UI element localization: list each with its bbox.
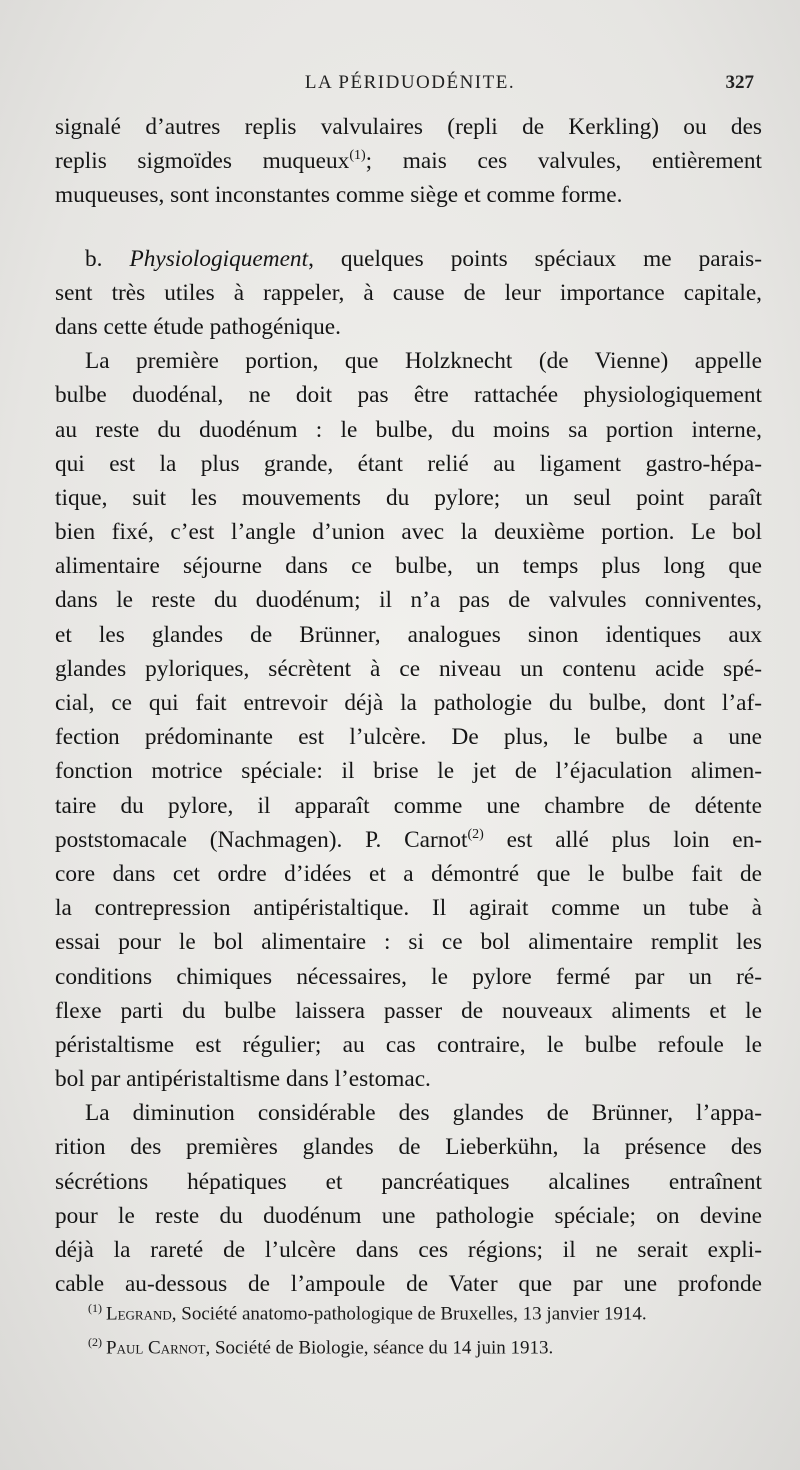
section-label: b.	[85, 245, 103, 272]
text-line	[55, 823, 762, 857]
text-line: déjà la rareté de l’ulcère dans ces régions; il ne serait expli-	[55, 1237, 762, 1263]
text-line: cable au-dessous de l’ampoule de Vater que par une profonde	[55, 1271, 762, 1298]
footnote-1	[88, 1294, 763, 1328]
text-line	[55, 144, 762, 178]
paragraph-2	[55, 242, 762, 345]
text-line: flexe parti du bulbe laissera passer de nouveaux aliments et le	[55, 997, 762, 1024]
text-line: dans cette étude pathogénique.	[55, 313, 341, 340]
footnote-ref: (2)	[467, 826, 484, 842]
text-line: glandes pyloriques, sécrètent à ce niveau un contenu acide spé-	[55, 655, 762, 682]
text-line	[55, 242, 762, 276]
text-line: La première portion, que Holzknecht (de Vienne) appelle	[85, 348, 762, 375]
text-line: taire du pylore, il apparaît comme une chambre de détente	[55, 792, 762, 819]
footnote-mark: (2)	[88, 1335, 102, 1350]
footnote-author: Paul Carnot	[106, 1337, 206, 1359]
text-fragment: ; mais ces valvules, entièrement	[365, 148, 762, 175]
section-italic-term: Physiologiquement	[129, 245, 309, 272]
paragraph-gap	[55, 213, 762, 242]
paragraph-3	[55, 344, 762, 1096]
text-line: tique, suit les mouvements du pylore; un seul point paraît	[55, 484, 762, 511]
text-line: core dans cet ordre d’idées et a démontré que le bulbe fait de	[55, 860, 762, 887]
paragraph-1	[55, 110, 762, 213]
text-line: la contrepression antipéristaltique. Il agirait comme un tube à	[55, 895, 762, 922]
footnote-ref: (1)	[349, 148, 366, 164]
text-line: bulbe duodénal, ne doit pas être rattachée physiologiquement	[55, 382, 762, 409]
text-line: fonction motrice spéciale: il brise le jet de l’éjaculation alimen-	[55, 758, 762, 785]
body-text	[55, 110, 762, 1301]
text-line: et les glandes de Brünner, analogues sinon identiques aux	[55, 621, 762, 648]
text-fragment: , quelques points spéciaux me parais-	[308, 245, 762, 272]
text-fragment: replis sigmoïdes muqueux	[55, 148, 350, 175]
text-line: signalé d’autres replis valvulaires (repli de Kerkling) ou des	[55, 114, 762, 140]
text-fragment: est allé plus loin en-	[483, 826, 762, 853]
footnote-2	[88, 1328, 763, 1362]
footnotes	[88, 1294, 763, 1363]
paragraph-4	[55, 1096, 762, 1301]
footnote-text: , Société de Biologie, séance du 14 juin 1913.	[205, 1337, 554, 1359]
running-title: LA PÉRIDUODÉNITE.	[304, 72, 516, 93]
page-header	[60, 72, 760, 102]
text-line: La diminution considérable des glandes de Brünner, l’appa-	[85, 1100, 762, 1127]
page-number: 327	[725, 72, 754, 93]
footnote-text: , Société anatomo-pathologique de Bruxelles, 13 janvier 1914.	[171, 1303, 647, 1325]
text-line: bien fixé, c’est l’angle d’union avec la deuxième portion. Le bol	[55, 519, 762, 546]
footnote-mark: (1)	[88, 1301, 102, 1315]
text-line: sécrétions hépatiques et pancréatiques alcalines entraînent	[55, 1168, 762, 1195]
text-line: rition des premières glandes de Lieberkühn, la présence des	[55, 1134, 762, 1161]
text-fragment: poststomacale (Nachmagen). P. Carnot	[55, 826, 468, 853]
text-line: muqueuses, sont inconstantes comme siège et comme forme.	[55, 182, 623, 209]
text-line: fection prédominante est l’ulcère. De plus, le bulbe a une	[55, 724, 762, 751]
footnote-author: Legrand	[106, 1303, 172, 1325]
text-line: conditions chimiques nécessaires, le pylore fermé par un ré-	[55, 963, 762, 990]
text-line: péristaltisme est régulier; au cas contraire, le bulbe refoule le	[55, 1031, 762, 1058]
text-line: cial, ce qui fait entrevoir déjà la pathologie du bulbe, dont l’af-	[55, 690, 762, 716]
text-line: alimentaire séjourne dans ce bulbe, un temps plus long que	[55, 553, 762, 580]
text-line: bol par antipéristaltisme dans l’estomac.	[55, 1066, 431, 1093]
text-line: dans le reste du duodénum; il n’a pas de valvules conniventes,	[55, 587, 762, 614]
text-line: essai pour le bol alimentaire : si ce bol alimentaire remplit les	[55, 929, 762, 956]
text-line: au reste du duodénum : le bulbe, du moins sa portion interne,	[55, 416, 762, 443]
text-line: qui est la plus grande, étant relié au ligament gastro-hépa-	[55, 450, 762, 477]
text-line: sent très utiles à rappeler, à cause de leur importance capitale,	[55, 279, 762, 306]
text-line: pour le reste du duodénum une pathologie spéciale; on devine	[55, 1202, 762, 1229]
